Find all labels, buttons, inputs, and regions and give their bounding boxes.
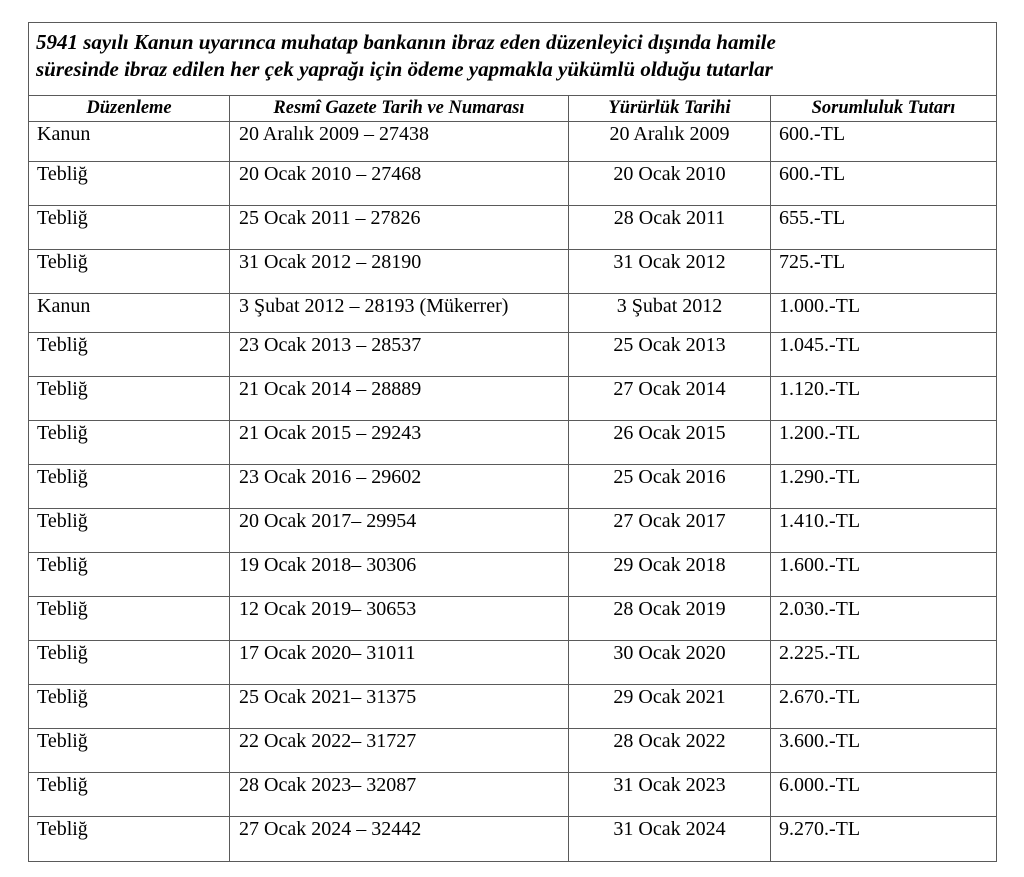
cell-resmi-gazete: 31 Ocak 2012 – 28190 (230, 250, 569, 294)
table-row (29, 122, 997, 162)
table-row (29, 641, 997, 685)
header-resmi-gazete: Resmî Gazete Tarih ve Numarası (230, 96, 569, 122)
cell-yururluk-tarihi: 31 Ocak 2012 (569, 250, 771, 294)
table-row (29, 509, 997, 553)
cell-sorumluluk-tutari: 725.-TL (771, 250, 997, 294)
cell-yururluk-tarihi: 3 Şubat 2012 (569, 294, 771, 333)
cell-resmi-gazete: 27 Ocak 2024 – 32442 (230, 817, 569, 862)
cell-resmi-gazete: 25 Ocak 2021– 31375 (230, 685, 569, 729)
cell-duzenleme: Tebliğ (29, 817, 230, 862)
table-title-line-1: 5941 sayılı Kanun uyarınca muhatap bankanın ibraz eden düzenleyici dışında hamile (36, 30, 776, 54)
cell-sorumluluk-tutari: 1.120.-TL (771, 377, 997, 421)
table-row (29, 206, 997, 250)
cell-yururluk-tarihi: 28 Ocak 2011 (569, 206, 771, 250)
cell-sorumluluk-tutari: 1.290.-TL (771, 465, 997, 509)
cell-sorumluluk-tutari: 655.-TL (771, 206, 997, 250)
cell-sorumluluk-tutari: 1.410.-TL (771, 509, 997, 553)
cell-resmi-gazete: 19 Ocak 2018– 30306 (230, 553, 569, 597)
cell-sorumluluk-tutari: 2.225.-TL (771, 641, 997, 685)
table-body (29, 122, 997, 862)
cell-sorumluluk-tutari: 600.-TL (771, 122, 997, 162)
cell-duzenleme: Tebliğ (29, 509, 230, 553)
table-row (29, 817, 997, 862)
document (28, 22, 996, 862)
table-row (29, 773, 997, 817)
cell-resmi-gazete: 23 Ocak 2016 – 29602 (230, 465, 569, 509)
cell-resmi-gazete: 20 Ocak 2010 – 27468 (230, 162, 569, 206)
table-row (29, 685, 997, 729)
cell-duzenleme: Tebliğ (29, 206, 230, 250)
cell-duzenleme: Tebliğ (29, 465, 230, 509)
cell-duzenleme: Tebliğ (29, 250, 230, 294)
cell-yururluk-tarihi: 25 Ocak 2013 (569, 333, 771, 377)
header-duzenleme: Düzenleme (29, 96, 230, 122)
cell-resmi-gazete: 12 Ocak 2019– 30653 (230, 597, 569, 641)
table-title-line-2: süresinde ibraz edilen her çek yaprağı için ödeme yapmakla yükümlü olduğu tutarlar (36, 57, 773, 81)
cell-resmi-gazete: 21 Ocak 2015 – 29243 (230, 421, 569, 465)
table-row (29, 162, 997, 206)
cell-yururluk-tarihi: 28 Ocak 2019 (569, 597, 771, 641)
table-row (29, 465, 997, 509)
table-row (29, 250, 997, 294)
cell-yururluk-tarihi: 31 Ocak 2024 (569, 817, 771, 862)
table-row (29, 729, 997, 773)
cell-resmi-gazete: 20 Ocak 2017– 29954 (230, 509, 569, 553)
cell-duzenleme: Tebliğ (29, 597, 230, 641)
cell-resmi-gazete: 25 Ocak 2011 – 27826 (230, 206, 569, 250)
cell-sorumluluk-tutari: 9.270.-TL (771, 817, 997, 862)
cell-duzenleme: Kanun (29, 294, 230, 333)
table-row (29, 333, 997, 377)
cell-sorumluluk-tutari: 600.-TL (771, 162, 997, 206)
cell-duzenleme: Tebliğ (29, 729, 230, 773)
cell-sorumluluk-tutari: 1.000.-TL (771, 294, 997, 333)
cell-duzenleme: Tebliğ (29, 553, 230, 597)
cell-duzenleme: Tebliğ (29, 641, 230, 685)
cell-yururluk-tarihi: 26 Ocak 2015 (569, 421, 771, 465)
cell-resmi-gazete: 20 Aralık 2009 – 27438 (230, 122, 569, 162)
cell-resmi-gazete: 22 Ocak 2022– 31727 (230, 729, 569, 773)
cell-yururluk-tarihi: 31 Ocak 2023 (569, 773, 771, 817)
cell-duzenleme: Kanun (29, 122, 230, 162)
cell-yururluk-tarihi: 28 Ocak 2022 (569, 729, 771, 773)
cell-sorumluluk-tutari: 3.600.-TL (771, 729, 997, 773)
cell-yururluk-tarihi: 27 Ocak 2017 (569, 509, 771, 553)
cell-yururluk-tarihi: 30 Ocak 2020 (569, 641, 771, 685)
cell-resmi-gazete: 28 Ocak 2023– 32087 (230, 773, 569, 817)
cell-yururluk-tarihi: 20 Ocak 2010 (569, 162, 771, 206)
cell-sorumluluk-tutari: 2.670.-TL (771, 685, 997, 729)
cell-duzenleme: Tebliğ (29, 377, 230, 421)
table-row (29, 597, 997, 641)
cell-resmi-gazete: 23 Ocak 2013 – 28537 (230, 333, 569, 377)
cell-duzenleme: Tebliğ (29, 773, 230, 817)
table-row (29, 553, 997, 597)
cell-resmi-gazete: 21 Ocak 2014 – 28889 (230, 377, 569, 421)
cell-resmi-gazete: 3 Şubat 2012 – 28193 (Mükerrer) (230, 294, 569, 333)
cell-sorumluluk-tutari: 2.030.-TL (771, 597, 997, 641)
liability-amounts-table (28, 22, 997, 862)
cell-sorumluluk-tutari: 1.045.-TL (771, 333, 997, 377)
cell-yururluk-tarihi: 27 Ocak 2014 (569, 377, 771, 421)
cell-resmi-gazete: 17 Ocak 2020– 31011 (230, 641, 569, 685)
header-yururluk-tarihi: Yürürlük Tarihi (569, 96, 771, 122)
cell-duzenleme: Tebliğ (29, 333, 230, 377)
header-sorumluluk-tutari: Sorumluluk Tutarı (771, 96, 997, 122)
cell-duzenleme: Tebliğ (29, 685, 230, 729)
cell-sorumluluk-tutari: 6.000.-TL (771, 773, 997, 817)
table-row (29, 377, 997, 421)
cell-sorumluluk-tutari: 1.200.-TL (771, 421, 997, 465)
table-title (29, 23, 997, 96)
table-row (29, 294, 997, 333)
cell-duzenleme: Tebliğ (29, 162, 230, 206)
cell-yururluk-tarihi: 29 Ocak 2021 (569, 685, 771, 729)
cell-yururluk-tarihi: 25 Ocak 2016 (569, 465, 771, 509)
cell-yururluk-tarihi: 20 Aralık 2009 (569, 122, 771, 162)
cell-sorumluluk-tutari: 1.600.-TL (771, 553, 997, 597)
cell-yururluk-tarihi: 29 Ocak 2018 (569, 553, 771, 597)
header-row (29, 96, 997, 122)
cell-duzenleme: Tebliğ (29, 421, 230, 465)
table-row (29, 421, 997, 465)
